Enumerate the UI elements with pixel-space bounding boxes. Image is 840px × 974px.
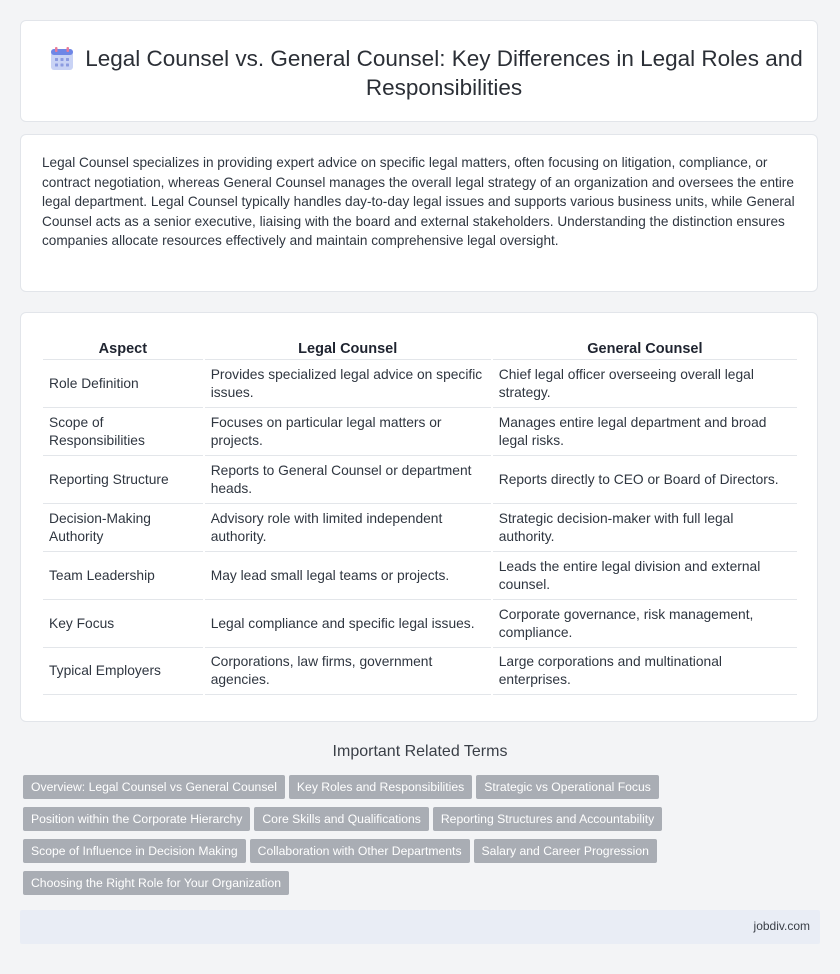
header-general-counsel: General Counsel [587,341,703,357]
cell-general-counsel: Chief legal officer overseeing overall legal strategy. [493,359,797,407]
cell-general-counsel: Corporate governance, risk management, compliance. [493,599,797,647]
header-aspect: Aspect [98,341,148,357]
cell-general-counsel: Large corporations and multinational enterprises. [493,647,797,695]
cell-general-counsel: Leads the entire legal division and external counsel. [493,551,797,599]
related-terms-tags [23,775,743,903]
footer [20,910,820,944]
table-row [43,551,797,599]
intro-card [20,134,818,292]
page-title: Legal Counsel vs. General Counsel: Key Differences in Legal Roles and Responsibilities [85,46,803,100]
cell-general-counsel: Manages entire legal department and broad legal risks. [493,407,797,455]
related-term-tag[interactable]: Scope of Influence in Decision Making [23,839,246,863]
table-row [43,599,797,647]
related-term-tag[interactable]: Key Roles and Responsibilities [289,775,472,799]
table-row [43,359,797,407]
cell-general-counsel: Reports directly to CEO or Board of Directors. [493,455,797,503]
table-row [43,455,797,503]
cell-legal-counsel: Legal compliance and specific legal issues. [205,599,491,647]
related-term-tag[interactable]: Core Skills and Qualifications [254,807,429,831]
table-row [43,407,797,455]
table-header-row [43,333,797,359]
cell-legal-counsel: Corporations, law firms, government agencies. [205,647,491,695]
cell-legal-counsel: Provides specialized legal advice on specific issues. [205,359,491,407]
cell-aspect: Team Leadership [43,551,203,599]
cell-legal-counsel: Advisory role with limited independent authority. [205,503,491,551]
related-term-tag[interactable]: Strategic vs Operational Focus [476,775,659,799]
cell-aspect: Role Definition [43,359,203,407]
table-row [43,503,797,551]
related-term-tag[interactable]: Overview: Legal Counsel vs General Counsel [23,775,285,799]
related-term-tag[interactable]: Collaboration with Other Departments [250,839,470,863]
cell-aspect: Reporting Structure [43,455,203,503]
calendar-icon [49,46,75,72]
table-row [43,647,797,695]
tag-row [23,871,743,903]
cell-legal-counsel: Reports to General Counsel or department heads. [205,455,491,503]
related-term-tag[interactable]: Reporting Structures and Accountability [433,807,662,831]
cell-aspect: Typical Employers [43,647,203,695]
header-legal-counsel: Legal Counsel [298,341,398,357]
tag-row [23,775,743,807]
intro-paragraph: Legal Counsel specializes in providing expert advice on specific legal matters, often focusing on litigation, compliance, or contract negotiation, whereas General Counsel manages the overall legal strategy of an organization and oversees the entire legal department. Legal Counsel typically handles day-to-day legal issues and supports various business units, while General Counsel acts as a senior executive, liaising with the board and external stakeholders. Understanding the distinction ensures companies allocate resources effectively and maintain comprehensive legal oversight. [42,155,795,248]
cell-legal-counsel: Focuses on particular legal matters or projects. [205,407,491,455]
related-term-tag[interactable]: Salary and Career Progression [474,839,657,863]
cell-aspect: Key Focus [43,599,203,647]
header-card [20,20,818,122]
cell-legal-counsel: May lead small legal teams or projects. [205,551,491,599]
comparison-table-card [20,312,818,722]
cell-general-counsel: Strategic decision-maker with full legal authority. [493,503,797,551]
related-terms-title: Important Related Terms [332,743,508,760]
tag-row [23,839,743,871]
comparison-table [41,333,799,695]
cell-aspect: Decision-Making Authority [43,503,203,551]
cell-aspect: Scope of Responsibilities [43,407,203,455]
footer-site-link[interactable]: jobdiv.com [753,919,810,933]
related-term-tag[interactable]: Position within the Corporate Hierarchy [23,807,250,831]
tag-row [23,807,743,839]
related-term-tag[interactable]: Choosing the Right Role for Your Organization [23,871,289,895]
